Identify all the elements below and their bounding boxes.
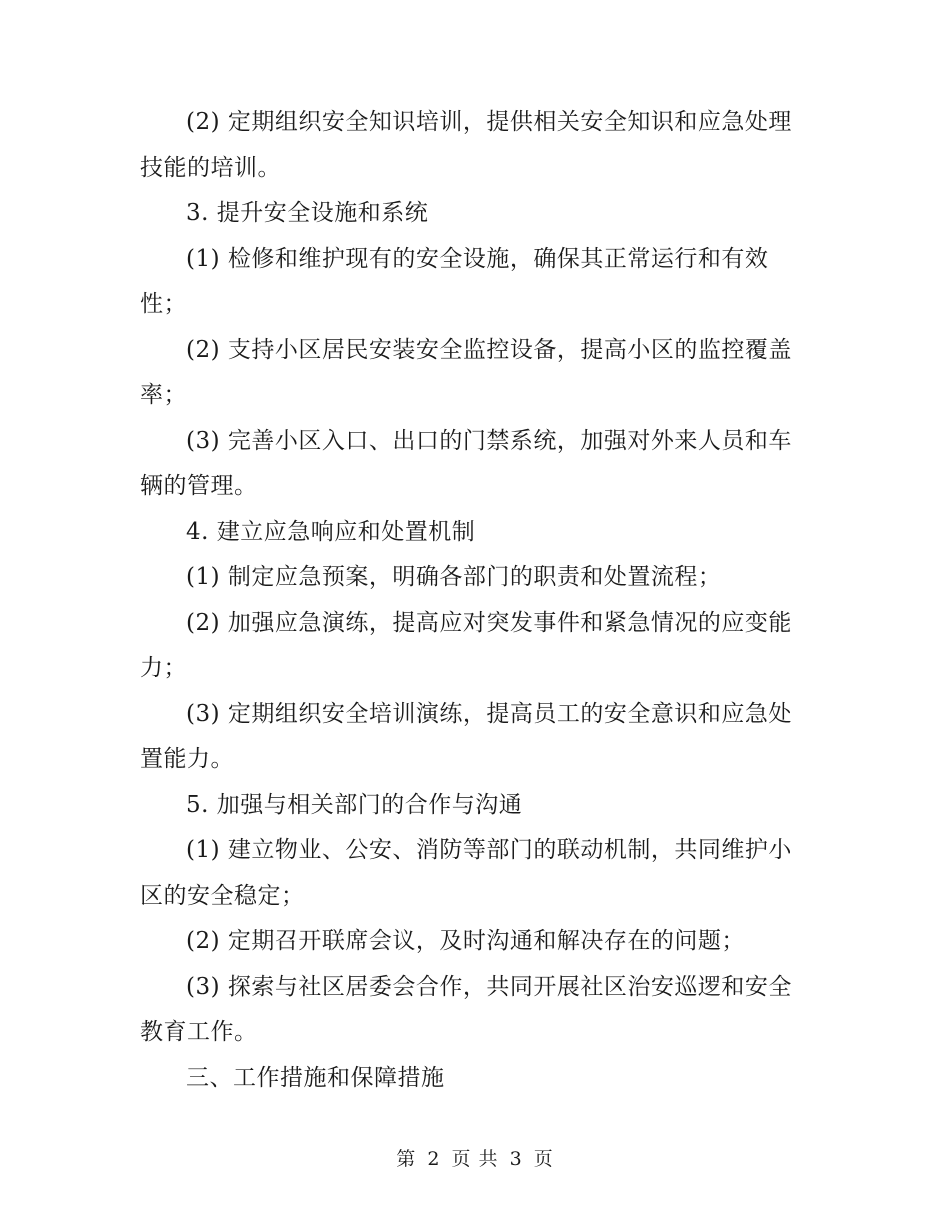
paragraph-linkage-mechanism: (1) 建立物业、公安、消防等部门的联动机制，共同维护小区的安全稳定； (140, 837, 792, 909)
footer-page-number: 2 (427, 1148, 441, 1170)
heading-emergency-response: 4. 建立应急响应和处置机制 (186, 518, 476, 545)
paragraph-monitoring: (2) 支持小区居民安装安全监控设备，提高小区的监控覆盖率； (140, 336, 792, 408)
paragraph-emergency-drill: (2) 加强应急演练，提高应对突发事件和紧急情况的应变能力； (140, 609, 792, 681)
paragraph-maintain-facilities: (1) 检修和维护现有的安全设施，确保其正常运行和有效性； (140, 245, 769, 317)
page-footer (0, 1146, 950, 1172)
paragraph-access-control: (3) 完善小区入口、出口的门禁系统，加强对外来人员和车辆的管理。 (140, 427, 792, 499)
paragraph-safety-training: (3) 定期组织安全培训演练，提高员工的安全意识和应急处置能力。 (140, 700, 792, 772)
paragraph-training: (2) 定期组织安全知识培训，提供相关安全知识和应急处理技能的培训。 (140, 109, 792, 181)
footer-total-pages: 3 (509, 1148, 523, 1170)
paragraph-joint-meeting: (2) 定期召开联席会议，及时沟通和解决存在的问题； (186, 928, 745, 954)
footer-mid: 页 共 (451, 1148, 499, 1170)
heading-work-measures: 三、工作措施和保障措施 (186, 1064, 445, 1091)
document-body (140, 100, 800, 1101)
heading-cooperation: 5. 加强与相关部门的合作与沟通 (186, 791, 523, 818)
heading-upgrade-facilities: 3. 提升安全设施和系统 (186, 200, 429, 226)
paragraph-emergency-plan: (1) 制定应急预案，明确各部门的职责和处置流程； (186, 564, 722, 590)
paragraph-community-patrol: (3) 探索与社区居委会合作，共同开展社区治安巡逻和安全教育工作。 (140, 973, 792, 1045)
footer-suffix: 页 (533, 1148, 554, 1170)
footer-prefix: 第 (396, 1148, 417, 1170)
